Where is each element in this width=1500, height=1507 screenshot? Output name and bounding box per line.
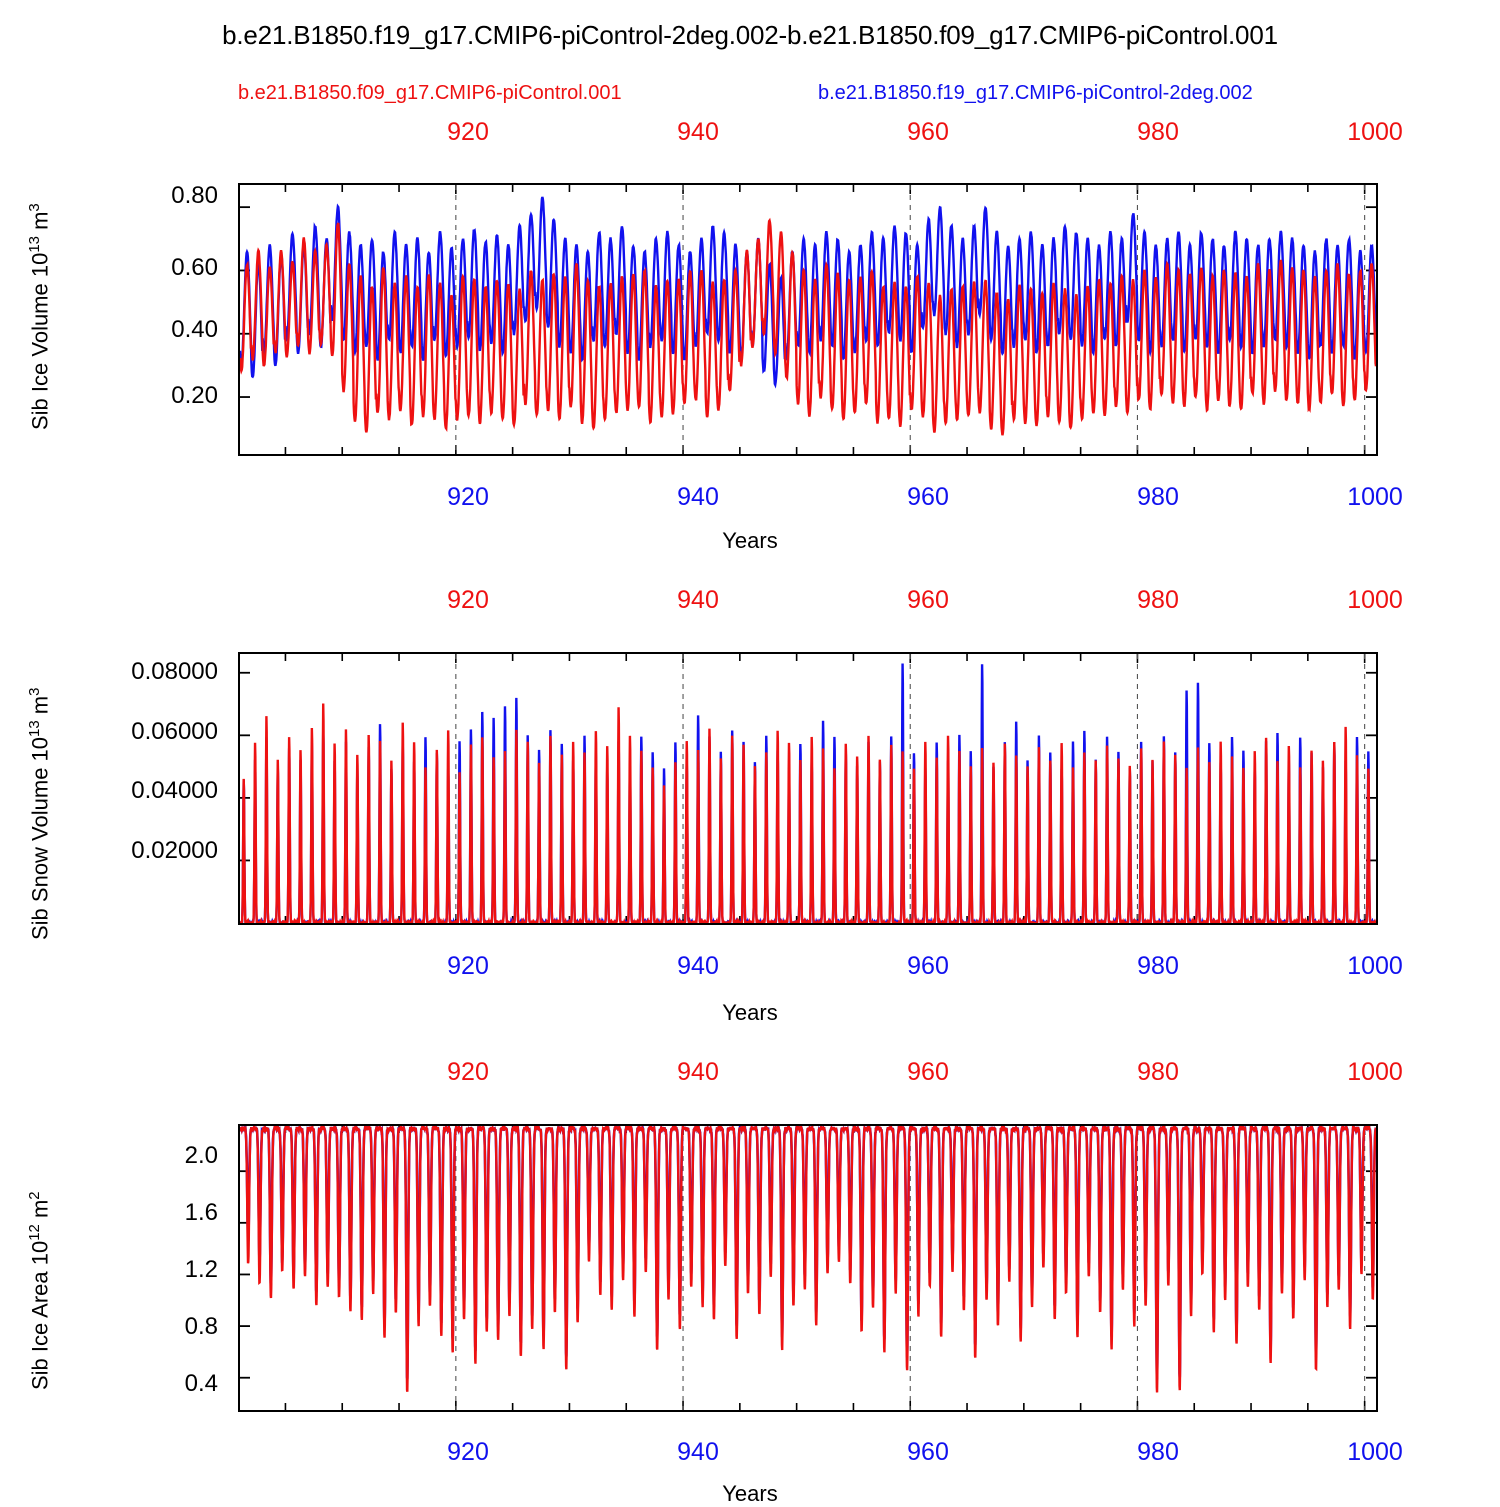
bottom-tick-980: 980 (1137, 952, 1179, 980)
panel2-ytick-2: 0.04000 (131, 777, 218, 804)
panel1-y-axis-title: Sib Ice Volume $10^{13}$ $m^3$ (26, 203, 53, 430)
bottom-tick-940: 940 (677, 1438, 719, 1466)
bottom-tick-920: 920 (447, 1438, 489, 1466)
panel3-x-axis-title: Years (722, 1481, 778, 1506)
panel2-x-axis-title: Years (722, 1000, 778, 1025)
panel3-series-canvas (240, 1126, 1376, 1410)
panel2-plot-area (238, 652, 1378, 925)
top-tick-920: 920 (447, 586, 489, 614)
legend-label-red: b.e21.B1850.f09_g17.CMIP6-piControl.001 (238, 82, 622, 104)
top-tick-980: 980 (1137, 1058, 1179, 1086)
top-tick-980: 980 (1137, 118, 1179, 146)
panel3-y-axis-title: Sib Ice Area $10^{12}$ $m^2$ (26, 1191, 53, 1390)
top-tick-940: 940 (677, 1058, 719, 1086)
panel3-ytick-4: 0.4 (184, 1370, 218, 1397)
panel1-top-axis-labels (0, 118, 1500, 148)
top-tick-920: 920 (447, 118, 489, 146)
panel2-series-canvas (240, 654, 1376, 923)
bottom-tick-980: 980 (1137, 1438, 1179, 1466)
bottom-tick-940: 940 (677, 952, 719, 980)
top-tick-1000: 1000 (1347, 586, 1403, 614)
top-tick-940: 940 (677, 586, 719, 614)
panel2-ytick-3: 0.02000 (131, 837, 218, 864)
bottom-tick-960: 960 (907, 483, 949, 511)
legend (0, 82, 1500, 108)
bottom-tick-960: 960 (907, 1438, 949, 1466)
panel1-ytick-0: 0.80 (171, 182, 218, 209)
bottom-tick-920: 920 (447, 952, 489, 980)
top-tick-940: 940 (677, 118, 719, 146)
top-tick-960: 960 (907, 118, 949, 146)
panel3-ytick-3: 0.8 (184, 1313, 218, 1340)
top-tick-1000: 1000 (1347, 118, 1403, 146)
bottom-tick-1000: 1000 (1347, 483, 1403, 511)
top-tick-920: 920 (447, 1058, 489, 1086)
panel2-bottom-axis-labels (0, 952, 1500, 982)
page-title: b.e21.B1850.f19_g17.CMIP6-piControl-2deg.002-b.e21.B1850.f09_g17.CMIP6-piControl.001 (222, 20, 1278, 50)
bottom-tick-920: 920 (447, 483, 489, 511)
top-tick-960: 960 (907, 586, 949, 614)
panel2-top-axis-labels (0, 586, 1500, 616)
bottom-tick-940: 940 (677, 483, 719, 511)
panel3-ytick-0: 2.0 (184, 1142, 218, 1169)
panel1-series-canvas (240, 185, 1376, 454)
bottom-tick-960: 960 (907, 952, 949, 980)
panel3-bottom-axis-labels (0, 1438, 1500, 1468)
panel1-ytick-2: 0.40 (171, 316, 218, 343)
panel3-plot-area (238, 1124, 1378, 1412)
panel1-x-axis-title: Years (722, 528, 778, 553)
top-tick-960: 960 (907, 1058, 949, 1086)
top-tick-1000: 1000 (1347, 1058, 1403, 1086)
panel3-top-axis-labels (0, 1058, 1500, 1088)
top-tick-980: 980 (1137, 586, 1179, 614)
legend-label-blue: b.e21.B1850.f19_g17.CMIP6-piControl-2deg.002 (818, 82, 1253, 104)
panel1-bottom-axis-labels (0, 483, 1500, 513)
panel1-plot-area (238, 183, 1378, 456)
panel1-ytick-3: 0.20 (171, 382, 218, 409)
panel2-y-axis-title: Sib Snow Volume $10^{13}$ $m^3$ (26, 687, 53, 940)
bottom-tick-1000: 1000 (1347, 1438, 1403, 1466)
bottom-tick-1000: 1000 (1347, 952, 1403, 980)
panel2-ytick-0: 0.08000 (131, 658, 218, 685)
bottom-tick-980: 980 (1137, 483, 1179, 511)
panel1-ytick-1: 0.60 (171, 254, 218, 281)
panel3-ytick-2: 1.2 (184, 1256, 218, 1283)
panel2-ytick-1: 0.06000 (131, 718, 218, 745)
panel3-ytick-1: 1.6 (184, 1199, 218, 1226)
